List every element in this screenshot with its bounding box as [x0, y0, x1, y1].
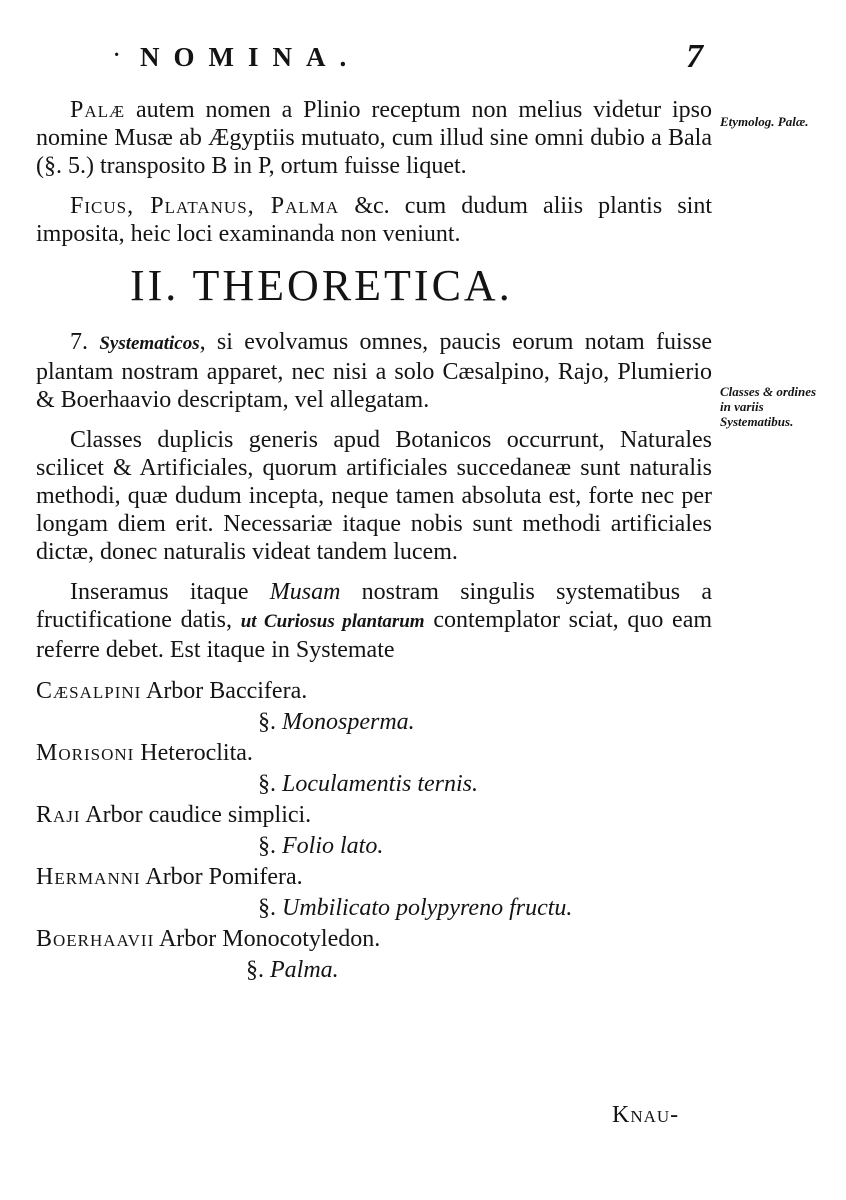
- section-sign: §.: [258, 833, 276, 859]
- system-subrow: [36, 769, 712, 800]
- system-class: Heteroclita.: [140, 740, 253, 766]
- running-title: NOMINA.: [140, 42, 361, 72]
- system-author: Boerhaavii: [36, 926, 155, 952]
- system-subdivision: Loculamentis ternis.: [282, 771, 478, 797]
- paragraph-palae: [36, 96, 712, 180]
- system-list: [36, 676, 712, 986]
- system-row: [36, 738, 712, 769]
- system-class: Arbor Baccifera.: [145, 678, 308, 704]
- margin-note-classes: Classes & ordines in variis Systematibus.: [720, 384, 817, 429]
- section-sign: §.: [258, 895, 276, 921]
- system-class: Arbor Monocotyledon.: [158, 926, 381, 952]
- section-heading: II. THEORETICA.: [130, 261, 513, 310]
- system-subdivision: Umbilicato polypyreno fructu.: [282, 895, 573, 921]
- system-subdivision: Monosperma.: [282, 709, 415, 735]
- main-text: [36, 96, 712, 986]
- system-author: Hermanni: [36, 864, 141, 890]
- system-author: Cæsalpini: [36, 678, 142, 704]
- system-row: [36, 862, 712, 893]
- system-row: [36, 924, 712, 955]
- system-row: [36, 800, 712, 831]
- paragraph-ficus: [36, 192, 712, 248]
- system-row: [36, 676, 712, 707]
- system-subrow: [36, 955, 712, 986]
- system-class: Arbor Pomifera.: [145, 864, 303, 890]
- system-subrow: [36, 707, 712, 738]
- inseramus-small: ut Curiosus plantarum: [240, 611, 425, 632]
- paragraph-classes: Classes duplicis generis apud Botanicos occurrunt, Naturales scilicet & Artificiales, quorum artificiales succedaneæ sunt naturalis methodi, quæ dudum incepta, neque tamen absoluta est, forte nec per longam diem erit. Necessariæ itaque nobis sunt methodi artificiales dictæ, donec naturalis videat tandem lucem.: [36, 427, 712, 565]
- catchword: Knau-: [612, 1102, 680, 1128]
- term-palae: Palæ: [70, 97, 126, 123]
- system-subrow: [36, 893, 712, 924]
- running-header: [112, 36, 720, 86]
- inseramus-mid: nostram singulis systematibus a fructificatione datis,: [36, 579, 713, 633]
- system-subrow: [36, 831, 712, 862]
- term-musam: Musam: [269, 579, 341, 605]
- inseramus-pre: Inseramus itaque: [70, 579, 249, 605]
- paragraph-systematicos-text: , si evolvamus omnes, paucis eorum notam fuisse plantam nostram apparet, nec nisi a solo Cæsalpino, Rajo, Plumierio & Boerhaavio descriptam, vel allegatam.: [36, 329, 712, 413]
- paragraph-systematicos: [36, 328, 712, 414]
- inseramus-post: contemplator sciat, quo eam referre debet. Est itaque in Systemate: [36, 607, 713, 663]
- system-subdivision: Palma.: [270, 957, 339, 983]
- section-sign: §.: [258, 709, 276, 735]
- term-ficus-platanus-palma: Ficus, Platanus, Palma: [70, 193, 340, 219]
- system-subdivision: Folio lato.: [282, 833, 384, 859]
- page-number: 7: [686, 38, 703, 75]
- header-ornament: ·: [112, 40, 122, 71]
- section-sign: §.: [246, 957, 264, 983]
- paragraph-inseramus: [36, 578, 712, 664]
- paragraph-number: 7.: [70, 329, 88, 355]
- system-author: Raji: [36, 802, 81, 828]
- system-class: Arbor caudice simplici.: [85, 802, 312, 828]
- system-author: Morisoni: [36, 740, 135, 766]
- paragraph-palae-text: autem nomen a Plinio receptum non melius videtur ipso nomine Musæ ab Ægyptiis mutuato, cum illud sine omni dubio a Bala (§. 5.) transposito B in P, ortum fuisse liquet.: [36, 97, 713, 179]
- margin-note-etymology: Etymolog. Palæ.: [720, 114, 809, 129]
- section-sign: §.: [258, 771, 276, 797]
- paragraph-ficus-text: &c. cum dudum aliis plantis sint imposita, heic loci examinanda non veniunt.: [36, 193, 712, 247]
- term-systematicos: Systematicos: [99, 333, 200, 354]
